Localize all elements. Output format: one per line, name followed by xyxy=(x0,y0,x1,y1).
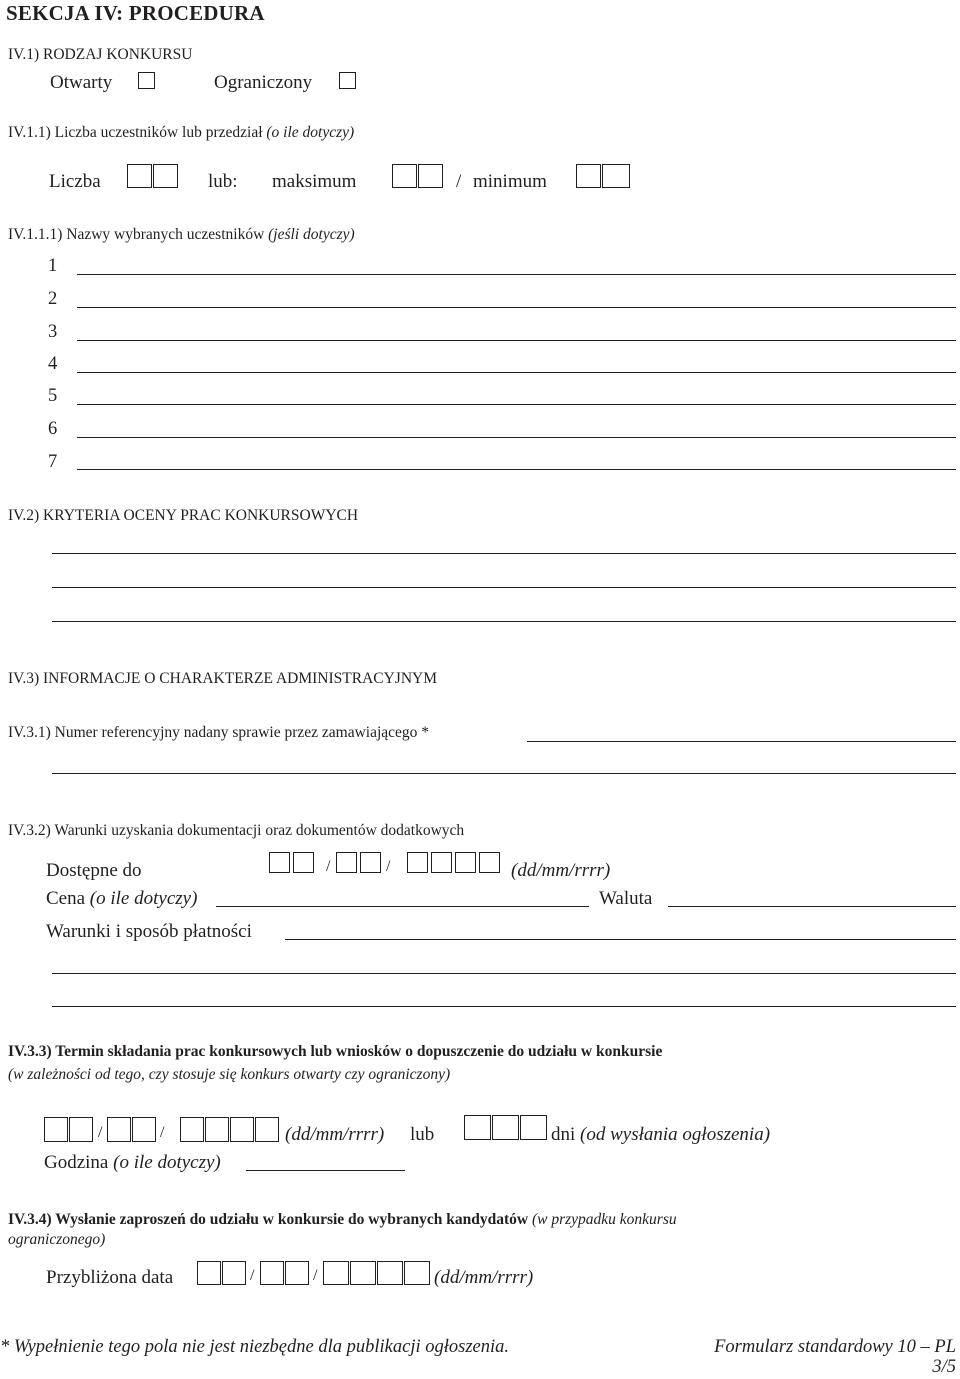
participant-name-line[interactable] xyxy=(77,469,956,470)
date-year-box[interactable] xyxy=(255,1117,279,1142)
date-slash: / xyxy=(160,1124,165,1141)
participant-number: 7 xyxy=(48,452,58,472)
iv111-heading-note: (jeśli dotyczy) xyxy=(268,226,355,243)
criteria-line[interactable] xyxy=(52,553,956,554)
participant-number: 4 xyxy=(48,354,58,374)
max-label: maksimum xyxy=(272,171,357,192)
date-month-box[interactable] xyxy=(132,1117,156,1142)
date-day-box[interactable] xyxy=(69,1117,93,1142)
currency-line[interactable] xyxy=(668,906,956,907)
participant-name-line[interactable] xyxy=(77,372,956,373)
criteria-line[interactable] xyxy=(52,621,956,622)
date-year-box[interactable] xyxy=(205,1117,229,1142)
reference-number-line[interactable] xyxy=(527,741,956,742)
iv34-heading: IV.3.4) Wysłanie zaproszeń do udziału w konkursie do wybranych kandydatów xyxy=(8,1211,529,1228)
iv33-subheading: (w zależności od tego, czy stosuje się konkurs otwarty czy ograniczony) xyxy=(8,1066,451,1083)
date-slash: / xyxy=(386,858,391,875)
section-title: SEKCJA IV: PROCEDURA xyxy=(6,1,265,25)
footer-note: * Wypełnienie tego pola nie jest niezbędne dla publikacji ogłoszenia. xyxy=(0,1337,509,1357)
days-note: (od wysłania ogłoszenia) xyxy=(580,1124,771,1145)
criteria-line[interactable] xyxy=(52,587,956,588)
date-year-box[interactable] xyxy=(431,852,452,873)
payment-terms-line-3[interactable] xyxy=(52,1006,956,1007)
date-year-box[interactable] xyxy=(230,1117,254,1142)
or-label: lub: xyxy=(208,171,238,192)
iv34-heading-note: (w przypadku konkursu xyxy=(531,1211,677,1228)
days-label: dni xyxy=(551,1124,576,1145)
iv11-heading-note: (o ile dotyczy) xyxy=(266,124,355,141)
price-note: (o ile dotyczy) xyxy=(89,888,198,909)
date-slash: / xyxy=(313,1267,318,1284)
date-format-hint: (dd/mm/rrrr) xyxy=(434,1267,534,1288)
open-checkbox[interactable] xyxy=(138,72,155,89)
date-month-box[interactable] xyxy=(360,852,381,873)
open-label: Otwarty xyxy=(50,72,113,93)
iv31-heading: IV.3.1) Numer referencyjny nadany sprawie przez zamawiającego * xyxy=(8,724,430,741)
max-digit-1-box[interactable] xyxy=(392,164,417,188)
date-year-box[interactable] xyxy=(407,852,428,873)
restricted-checkbox[interactable] xyxy=(339,72,356,89)
iv34-heading-note-2: ograniczonego) xyxy=(8,1231,106,1248)
date-month-box[interactable] xyxy=(260,1261,284,1285)
payment-terms-line-2[interactable] xyxy=(52,973,956,974)
participant-name-line[interactable] xyxy=(77,274,956,275)
date-year-box[interactable] xyxy=(404,1261,430,1285)
date-month-box[interactable] xyxy=(285,1261,309,1285)
date-day-box[interactable] xyxy=(269,852,290,873)
iv3-heading: IV.3) INFORMACJE O CHARAKTERZE ADMINISTRACYJNYM xyxy=(8,670,438,687)
price-label: Cena xyxy=(46,888,86,909)
days-digit-box[interactable] xyxy=(520,1115,547,1140)
iv33-heading: IV.3.3) Termin składania prac konkursowych lub wniosków o dopuszczenie do udziału w konkursie xyxy=(8,1043,663,1060)
participant-number: 3 xyxy=(48,322,58,342)
date-year-box[interactable] xyxy=(479,852,500,873)
hour-note: (o ile dotyczy) xyxy=(113,1152,221,1173)
participant-name-line[interactable] xyxy=(77,404,956,405)
participant-name-line[interactable] xyxy=(77,307,956,308)
participant-number: 2 xyxy=(48,289,58,309)
date-slash: / xyxy=(250,1267,255,1284)
iv32-heading: IV.3.2) Warunki uzyskania dokumentacji oraz dokumentów dodatkowych xyxy=(8,822,465,839)
iv2-heading: IV.2) KRYTERIA OCENY PRAC KONKURSOWYCH xyxy=(8,507,359,524)
price-line[interactable] xyxy=(216,906,589,907)
days-digit-box[interactable] xyxy=(492,1115,519,1140)
participant-name-line[interactable] xyxy=(77,437,956,438)
min-digit-1-box[interactable] xyxy=(576,164,601,188)
payment-terms-label: Warunki i sposób płatności xyxy=(46,921,252,942)
date-year-box[interactable] xyxy=(350,1261,376,1285)
participant-number: 5 xyxy=(48,386,58,406)
payment-terms-line[interactable] xyxy=(285,939,956,940)
count-digit-2-box[interactable] xyxy=(153,164,178,188)
date-year-box[interactable] xyxy=(180,1117,204,1142)
iv111-heading: IV.1.1.1) Nazwy wybranych uczestników xyxy=(8,226,265,243)
or-label: lub xyxy=(410,1124,435,1145)
date-year-box[interactable] xyxy=(377,1261,403,1285)
currency-label: Waluta xyxy=(599,888,653,909)
iv11-heading: IV.1.1) Liczba uczestników lub przedział xyxy=(8,124,263,141)
reference-number-line-2[interactable] xyxy=(52,773,956,774)
count-digit-1-box[interactable] xyxy=(127,164,152,188)
date-month-box[interactable] xyxy=(336,852,357,873)
days-digit-box[interactable] xyxy=(464,1115,491,1140)
min-label: minimum xyxy=(473,171,547,192)
restricted-label: Ograniczony xyxy=(214,72,313,93)
participant-number: 6 xyxy=(48,419,58,439)
participant-name-line[interactable] xyxy=(77,340,956,341)
date-day-box[interactable] xyxy=(197,1261,221,1285)
date-year-box[interactable] xyxy=(323,1261,349,1285)
date-slash: / xyxy=(326,858,331,875)
max-digit-2-box[interactable] xyxy=(418,164,443,188)
hour-label: Godzina xyxy=(44,1152,109,1173)
date-month-box[interactable] xyxy=(107,1117,131,1142)
date-format-hint: (dd/mm/rrrr) xyxy=(285,1124,385,1145)
min-digit-2-box[interactable] xyxy=(602,164,630,188)
page-number: 3/5 xyxy=(932,1357,956,1377)
participant-number: 1 xyxy=(48,256,58,276)
available-until-label: Dostępne do xyxy=(46,860,142,881)
count-label: Liczba xyxy=(49,171,101,192)
date-slash: / xyxy=(98,1124,103,1141)
form-name: Formularz standardowy 10 – PL xyxy=(714,1337,956,1357)
approx-date-label: Przybliżona data xyxy=(46,1267,174,1288)
iv1-heading: IV.1) RODZAJ KONKURSU xyxy=(8,46,193,63)
date-day-box[interactable] xyxy=(44,1117,68,1142)
date-format-hint: (dd/mm/rrrr) xyxy=(511,860,611,881)
date-day-box[interactable] xyxy=(222,1261,246,1285)
hour-line[interactable] xyxy=(246,1170,405,1171)
date-day-box[interactable] xyxy=(293,852,314,873)
range-slash: / xyxy=(456,171,462,192)
date-year-box[interactable] xyxy=(455,852,476,873)
